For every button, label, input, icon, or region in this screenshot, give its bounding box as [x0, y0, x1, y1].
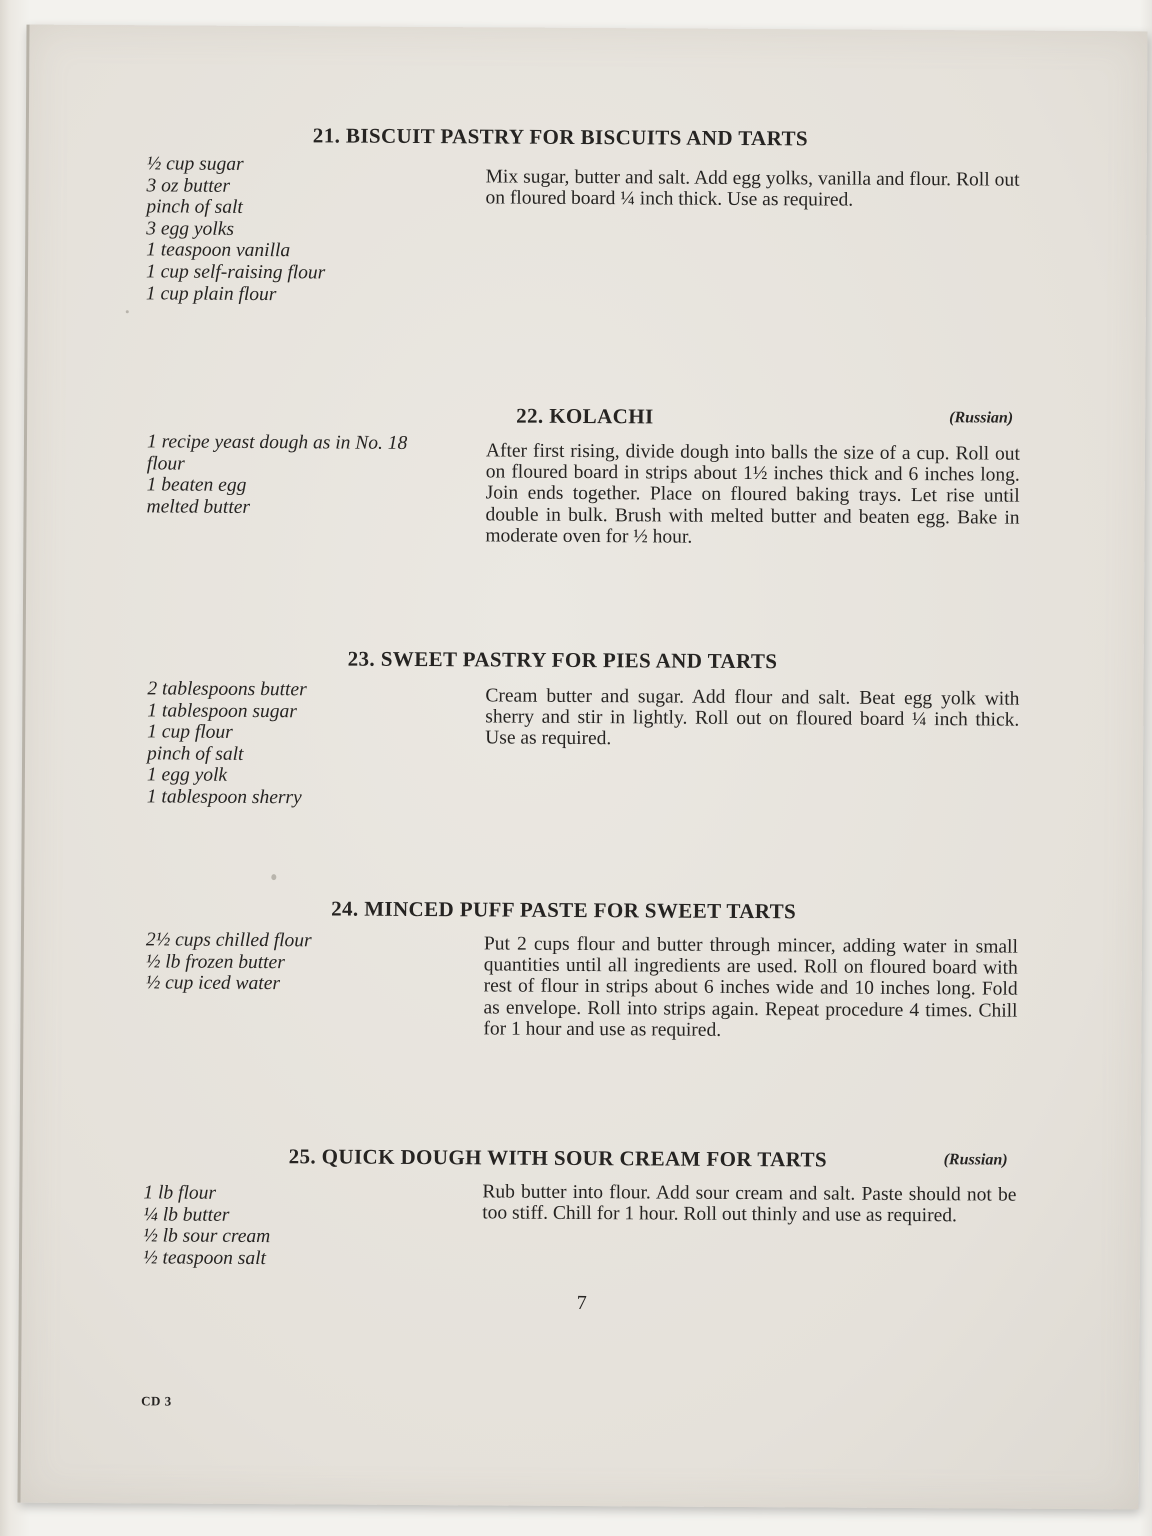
ingredient: 1 teaspoon vanilla	[146, 239, 291, 262]
ingredient: flour	[146, 452, 185, 475]
ingredient: 1 tablespoon sugar	[147, 699, 297, 722]
book-page	[17, 25, 1147, 1510]
recipe-method: Cream butter and sugar. Add flour and salt. Beat egg yolk with sherry and stir in lightly. Roll out on floured board ¼ inch thick. Use as required.	[485, 685, 1020, 750]
recipe-method: Mix sugar, butter and salt. Add egg yolks, vanilla and flour. Roll out on floured board ¼ inch thick. Use as required.	[485, 166, 1020, 211]
recipe-origin: (Russian)	[949, 409, 1014, 427]
ingredient: pinch of salt	[147, 743, 244, 765]
recipe-title: 22. KOLACHI	[516, 403, 654, 429]
ingredient: 1 cup self-raising flour	[145, 261, 326, 284]
ingredient: 1 beaten egg	[146, 474, 247, 497]
ingredient: 1 egg yolk	[146, 764, 228, 787]
ingredient: 1 cup flour	[147, 721, 233, 744]
recipe-origin: (Russian)	[943, 1151, 1008, 1169]
recipe-method: Rub butter into flour. Add sour cream and salt. Paste should not be too stiff. Chill for 1 hour. Roll out thinly and use as required.	[482, 1181, 1017, 1227]
ingredient: ¼ lb butter	[143, 1203, 230, 1226]
recipe-method: After first rising, divide dough into balls the size of a cup. Roll out on floured board in strips about 1½ inches thick and 6 inches long. Join ends together. Place on floured baking trays. Let rise until double in bulk. Brush with melted butter and beaten egg. Bake in moderate oven for ½ hour.	[485, 440, 1020, 548]
ingredient-list	[146, 929, 312, 995]
ingredient: pinch of salt	[146, 196, 243, 219]
ingredient: 1 lb flour	[143, 1182, 217, 1204]
ingredient-list	[147, 431, 408, 519]
recipe-method: Put 2 cups flour and butter through mincer, adding water in small quantities until all ingredients are used. Roll on floured board with rest of flour in strips about 6 inches wide and 10 inches long. Fold as envelope. Roll into strips again. Repeat procedure 4 times. Chill for 1 hour and use as required.	[483, 933, 1018, 1041]
ingredient: 1 tablespoon sherry	[146, 786, 302, 809]
recipe-title: 25. QUICK DOUGH WITH SOUR CREAM FOR TARTS	[288, 1144, 828, 1172]
ingredient-list	[143, 1182, 271, 1269]
ingredient: ½ cup sugar	[146, 153, 244, 175]
ingredient: ½ lb sour cream	[143, 1225, 271, 1248]
ingredient: 1 recipe yeast dough as in No. 18	[146, 431, 408, 454]
recipe-title: 24. MINCED PUFF PASTE FOR SWEET TARTS	[331, 896, 797, 924]
ingredient: 2½ cups chilled flour	[145, 929, 312, 952]
ingredient: melted butter	[146, 496, 251, 518]
ingredient: ½ teaspoon salt	[142, 1247, 267, 1269]
paper-speck	[126, 310, 129, 313]
ingredient: 1 cup plain flour	[145, 282, 277, 305]
ingredient-list	[146, 153, 326, 305]
signature-mark: CD 3	[141, 1393, 172, 1409]
ingredient-list	[147, 678, 307, 809]
ingredient: ½ lb frozen butter	[145, 950, 285, 973]
ingredient: ½ cup iced water	[145, 972, 281, 995]
page-number: 7	[576, 1291, 587, 1315]
recipe-title: 23. SWEET PASTRY FOR PIES AND TARTS	[347, 646, 778, 674]
ingredient: 3 egg yolks	[146, 218, 235, 240]
paper-speck	[271, 874, 276, 880]
ingredient: 3 oz butter	[146, 174, 231, 197]
recipe-title: 21. BISCUIT PASTRY FOR BISCUITS AND TARTS	[312, 123, 809, 151]
ingredient: 2 tablespoons butter	[147, 678, 307, 701]
